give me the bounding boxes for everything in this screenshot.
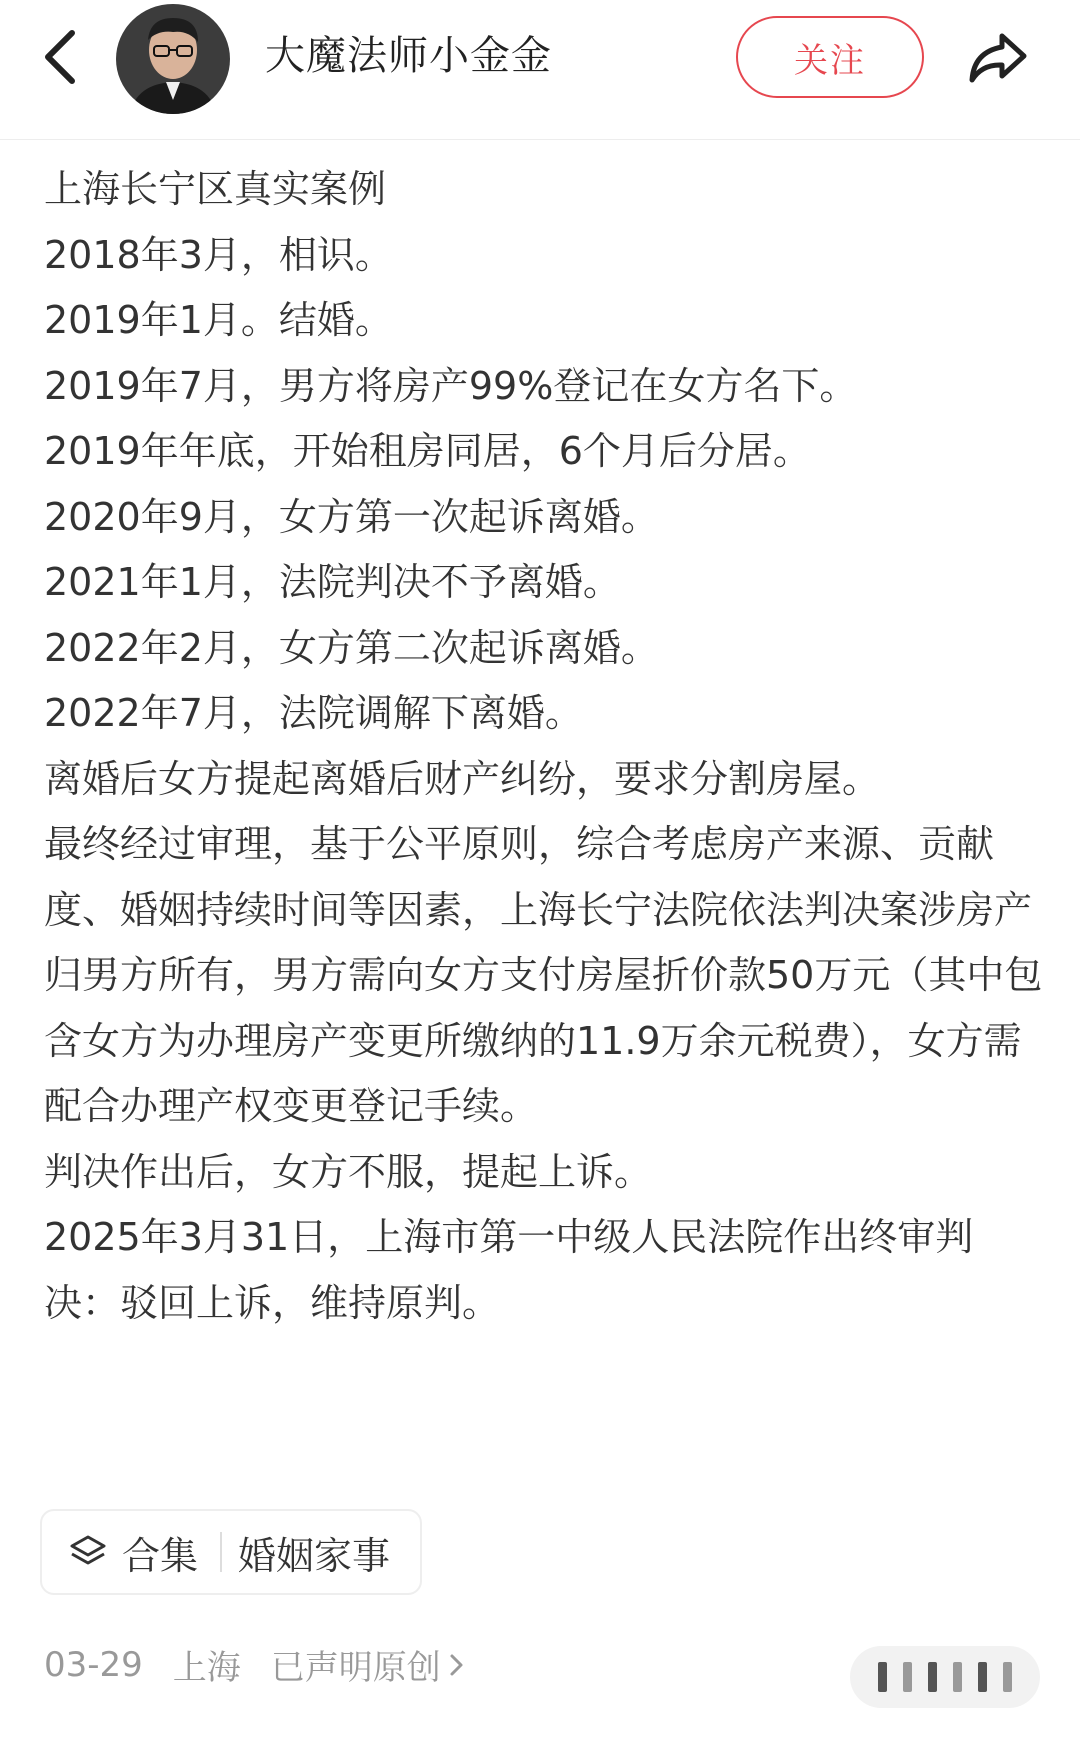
collection-tag[interactable] [40,1509,422,1595]
stat-bar [928,1662,937,1692]
post-date: 03-29 [44,1644,143,1685]
article-line: 2019年1月。结婚。 [44,298,393,342]
article-line: 离婚后女方提起离婚后财产纠纷，要求分割房屋。 [44,756,881,801]
top-bar [0,0,1080,140]
read-stats-bars[interactable] [850,1646,1040,1708]
follow-button[interactable]: 关注 [736,16,924,98]
chevron-right-icon [447,1650,467,1680]
collection-name: 婚姻家事 [238,1533,391,1578]
stat-bar [978,1662,987,1692]
back-button[interactable] [30,22,90,92]
article-line: 判决作出后，女方不服，提起上诉。 [44,1149,653,1194]
author-avatar[interactable] [116,4,230,114]
stat-bar [953,1662,962,1692]
article-line: 2020年9月，女方第一次起诉离婚。 [44,494,659,539]
article-line: 上海长宁区真实案例 [44,167,387,211]
article-line: 2019年年底，开始租房同居，6个月后分居。 [44,429,811,473]
divider [220,1532,222,1572]
stat-bar [903,1662,912,1692]
post-location: 上海 [172,1648,241,1688]
article-line: 2018年3月，相识。 [44,232,393,277]
author-name[interactable]: 大魔法师小金金 [265,33,552,79]
share-button[interactable] [958,22,1038,94]
stat-bar [1003,1662,1012,1692]
article-line: 最终经过审理，基于公平原则，综合考虑房产来源、贡献度、婚姻持续时间等因素，上海长宁法院依法判决案涉房产归男方所有，男方需向女方支付房屋折价款50万元（其中包含女方为办理房产变更所缴纳的11.9万余元税费），女方需配合办理产权变更登记手续。 [44,822,1043,1128]
original-declaration[interactable] [271,1640,467,1689]
article-line: 2025年3月31日，上海市第一中级人民法院作出终审判决：驳回上诉，维持原判。 [44,1215,974,1325]
collection-label: 合集 [122,1533,199,1578]
article-line: 2022年2月，女方第二次起诉离婚。 [44,625,659,670]
post-meta [44,1640,497,1689]
article-body [44,157,1044,1336]
article-line: 2019年7月，男方将房产99%登记在女方名下。 [44,363,858,408]
share-icon [966,30,1030,86]
original-label: 已声明原创 [270,1648,441,1688]
article-line: 2022年7月，法院调解下离婚。 [44,691,583,735]
article-line: 2021年1月，法院判决不予离婚。 [44,560,621,604]
stat-bar [878,1662,887,1692]
back-arrow-icon [40,27,80,87]
layers-icon [66,1530,110,1574]
